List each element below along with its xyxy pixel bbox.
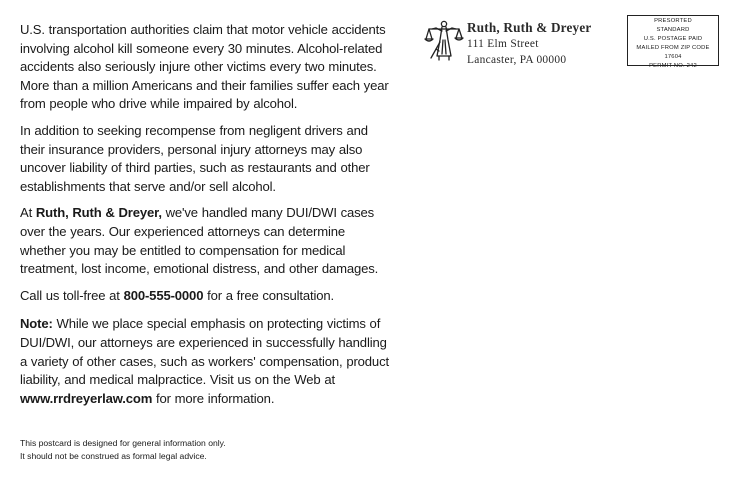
disclaimer-line-2: It should not be construed as formal legal advice. bbox=[20, 451, 207, 461]
firm-name: Ruth, Ruth & Dreyer bbox=[467, 20, 592, 35]
call-suffix-text: for a free consultation. bbox=[203, 287, 334, 303]
postage-indicia bbox=[627, 15, 719, 69]
street-address: 111 Elm Street bbox=[467, 38, 539, 50]
note-text: While we place special emphasis on protecting victims of DUI/DWI, our attorneys are experienced in successfully handling a variety of other cases, such as workers' compensation, product liability, and medical malpractice. Visit us on the Web at bbox=[20, 316, 389, 388]
disclaimer-line-1: This postcard is designed for general information only. bbox=[20, 438, 226, 448]
indicia-line-2: STANDARD bbox=[656, 27, 690, 33]
indicia-line-3: U.S. POSTAGE PAID bbox=[643, 36, 703, 42]
return-address bbox=[467, 19, 591, 68]
paragraph-note bbox=[20, 315, 390, 408]
note-label: Note: bbox=[20, 316, 53, 332]
indicia-line-1: PRESORTED bbox=[654, 18, 692, 24]
legal-disclaimer bbox=[20, 437, 280, 463]
paragraph-statistics: U.S. transportation authorities claim that motor vehicle accidents involving alcohol kill someone every 30 minutes. Alcohol-related accidents also seriously injure other victims every two minutes. More than a million Americans and their families suffer each year from people who drive while impaired by alcohol. bbox=[20, 22, 389, 112]
firm-name-inline: Ruth, Ruth & Dreyer, bbox=[35, 205, 162, 221]
phone-number: 800-555-0000 bbox=[123, 287, 204, 303]
paragraph-call-to-action bbox=[20, 287, 390, 306]
firm-intro-text: At bbox=[20, 205, 36, 221]
scales-of-justice-icon bbox=[424, 18, 464, 62]
postcard-message bbox=[20, 21, 390, 416]
website-url: www.rrdreyerlaw.com bbox=[20, 390, 153, 406]
indicia-line-5: PERMIT NO. 242 bbox=[649, 63, 697, 69]
note-suffix-text: for more information. bbox=[152, 390, 275, 406]
call-prefix-text: Call us toll-free at bbox=[20, 287, 124, 303]
city-state-zip: Lancaster, PA 00000 bbox=[467, 54, 567, 66]
firm-experience-text: we've handled many DUI/DWI cases over the years. Our experienced attorneys can determine whether you may be entitled to compensation for medical treatment, lost income, emotional distress, and other damages. bbox=[20, 205, 379, 277]
paragraph-firm-experience bbox=[20, 204, 390, 278]
paragraph-third-party-liability: In addition to seeking recompense from negligent drivers and their insurance providers, personal injury attorneys may also uncover liability of third parties, such as restaurants and other establishments that serve and/or sell alcohol. bbox=[20, 122, 370, 194]
indicia-line-4: MAILED FROM ZIP CODE 17604 bbox=[636, 45, 710, 60]
